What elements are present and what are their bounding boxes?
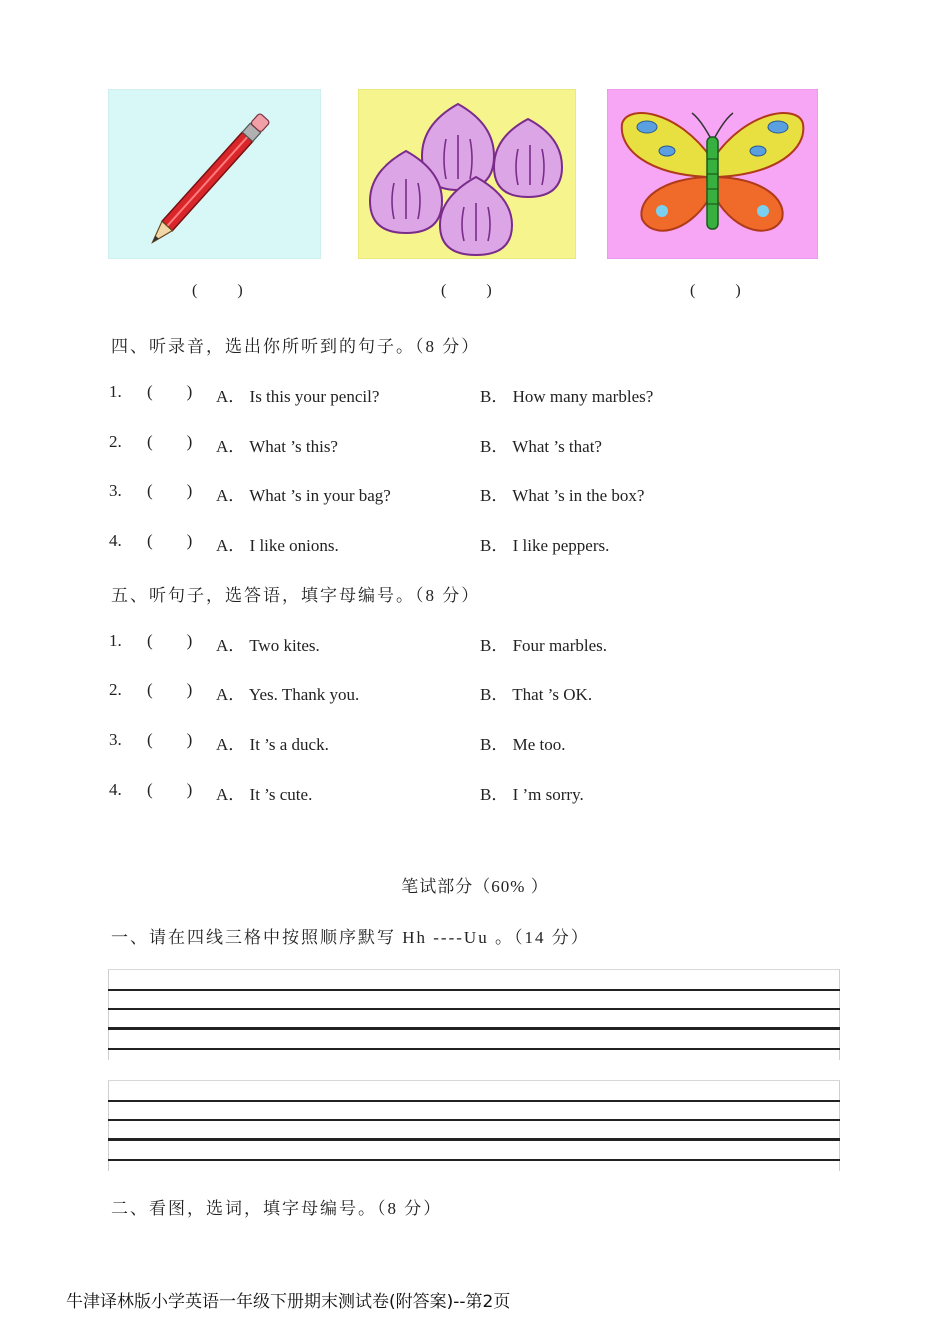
list-item <box>109 382 869 406</box>
item-number: 4. <box>109 780 122 799</box>
list-item <box>109 730 869 754</box>
answer-bracket[interactable]: ( ) <box>147 780 193 799</box>
pencil-icon <box>108 89 321 259</box>
list-item <box>109 631 869 655</box>
option-a: A． Is this your pencil? <box>216 387 380 406</box>
option-b: B． How many marbles? <box>480 387 654 406</box>
option-a: A． It ’s a duck. <box>216 735 329 754</box>
onion-icon <box>358 89 576 259</box>
list-item <box>109 680 869 704</box>
option-a: A． I like onions. <box>216 536 339 555</box>
answer-bracket[interactable]: ( ) <box>147 730 193 749</box>
list-item <box>109 780 869 804</box>
item-number: 2. <box>109 680 122 699</box>
option-b: B． That ’s OK. <box>480 685 593 704</box>
four-line-grid-1[interactable] <box>108 969 840 1059</box>
section5-heading: 五、听句子，选答语，填字母编号。（8 分） <box>111 586 481 605</box>
item-number: 4. <box>109 531 122 550</box>
option-b: B． What ’s that? <box>480 437 602 456</box>
item-number: 1. <box>109 382 122 401</box>
answer-bracket[interactable]: ( ) <box>147 680 193 699</box>
section4-heading: 四、听录音，选出你所听到的句子。（8 分） <box>111 337 481 356</box>
written-q2-heading: 二、看图，选词，填字母编号。（8 分） <box>111 1199 443 1218</box>
option-b: B． What ’s in the box? <box>480 486 645 505</box>
list-item <box>109 531 869 555</box>
answer-blank-3[interactable]: ( ) <box>690 282 741 299</box>
picture-onions <box>358 89 576 259</box>
option-a: A． What ’s this? <box>216 437 338 456</box>
answer-bracket[interactable]: ( ) <box>147 382 193 401</box>
answer-blank-1[interactable]: ( ) <box>192 282 243 299</box>
item-number: 3. <box>109 730 122 749</box>
item-number: 3. <box>109 481 122 500</box>
four-line-grid-2[interactable] <box>108 1080 840 1170</box>
answer-blank-2[interactable]: ( ) <box>441 282 492 299</box>
option-a: A． What ’s in your bag? <box>216 486 391 505</box>
option-a: A． Yes. Thank you. <box>216 685 360 704</box>
option-b: B． I ’m sorry. <box>480 785 584 804</box>
item-number: 2. <box>109 432 122 451</box>
answer-bracket[interactable]: ( ) <box>147 432 193 451</box>
list-item <box>109 432 869 456</box>
written-q1-heading: 一、请在四线三格中按照顺序默写 Hh ----Uu 。（14 分） <box>111 928 590 947</box>
page-footer: 牛津译林版小学英语一年级下册期末测试卷(附答案)--第2页 <box>66 1292 511 1312</box>
answer-bracket[interactable]: ( ) <box>147 481 193 500</box>
answer-bracket[interactable]: ( ) <box>147 631 193 650</box>
option-b: B． Me too. <box>480 735 566 754</box>
option-b: B． Four marbles. <box>480 636 608 655</box>
option-a: A． Two kites. <box>216 636 320 655</box>
item-number: 1. <box>109 631 122 650</box>
written-section-title: 笔试部分（60% ） <box>401 877 549 896</box>
answer-bracket[interactable]: ( ) <box>147 531 193 550</box>
list-item <box>109 481 869 505</box>
picture-pencil <box>108 89 321 259</box>
option-b: B． I like peppers. <box>480 536 610 555</box>
butterfly-icon <box>607 89 818 259</box>
picture-butterfly <box>607 89 818 259</box>
option-a: A． It ’s cute. <box>216 785 313 804</box>
